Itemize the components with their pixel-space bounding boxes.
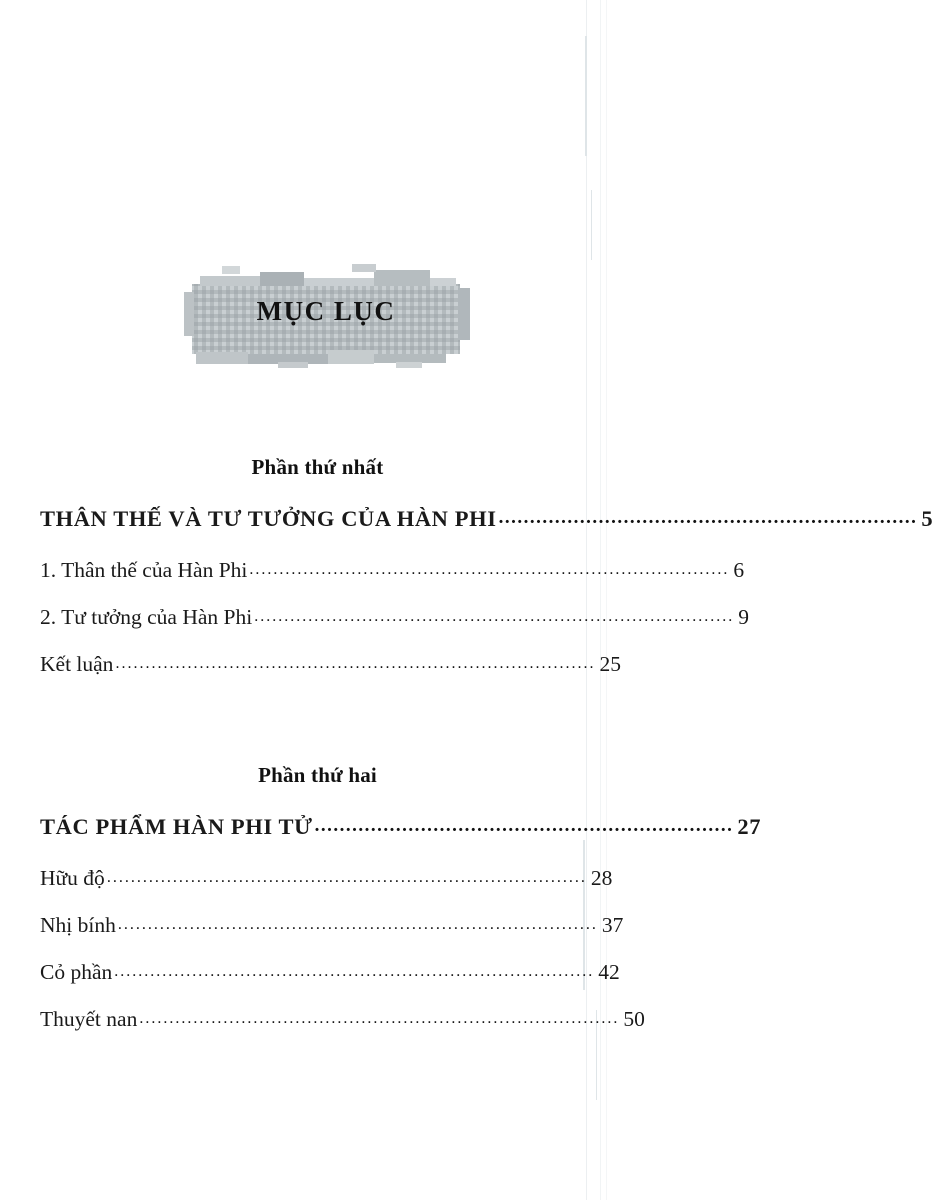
toc-entry-1-2[interactable] xyxy=(40,605,749,630)
toc-entry-text: Hữu độ xyxy=(40,866,105,890)
toc-entry-heading-one[interactable] xyxy=(40,506,933,532)
toc-entry-1-3[interactable] xyxy=(40,652,621,677)
toc-entry-1-1[interactable] xyxy=(40,558,745,583)
toc-leader-dots: ................................................................................ xyxy=(106,869,587,886)
toc-entry-page: 27 xyxy=(737,814,762,839)
toc-entry-text: 2. Tư tưởng của Hàn Phi xyxy=(40,605,253,629)
toc-entry-text: Kết luận xyxy=(40,652,114,676)
part-label-one: Phần thứ nhất xyxy=(251,455,384,479)
page-title: MỤC LỤC xyxy=(256,296,396,326)
toc-entry-text: Nhị bính xyxy=(40,913,116,937)
toc-entry-page: 5 xyxy=(921,506,933,531)
toc-entry-2-1[interactable] xyxy=(40,866,613,891)
toc-entry-text: Thuyết nan xyxy=(40,1007,138,1031)
page-edge-fleck xyxy=(591,190,592,260)
toc-leader-dots: ................................................................... xyxy=(314,815,734,836)
toc-leader-dots: ................................................................................ xyxy=(249,561,730,578)
toc-entry-page: 9 xyxy=(738,605,749,629)
toc-leader-dots: ................................................................................ xyxy=(117,916,598,933)
toc-entry-text: 1. Thân thế của Hàn Phi xyxy=(40,558,248,582)
part-label-two: Phần thứ hai xyxy=(258,763,377,787)
toc-leader-dots: ................................................................................ xyxy=(254,608,735,625)
toc-entry-2-3[interactable] xyxy=(40,960,620,985)
toc-leader-dots: ................................................................... xyxy=(498,507,918,528)
toc-entry-page: 50 xyxy=(623,1007,645,1031)
toc-entry-text: THÂN THẾ VÀ TƯ TƯỞNG CỦA HÀN PHI xyxy=(40,506,497,531)
title-banner xyxy=(182,262,470,372)
toc-entry-page: 25 xyxy=(599,652,621,676)
table-of-contents xyxy=(40,455,933,1054)
toc-entry-2-2[interactable] xyxy=(40,913,624,938)
toc-leader-dots: ................................................................................ xyxy=(139,1010,620,1027)
toc-leader-dots: ................................................................................ xyxy=(114,963,595,980)
toc-leader-dots: ................................................................................ xyxy=(115,655,596,672)
page-edge-fleck xyxy=(585,36,587,156)
toc-entry-page: 42 xyxy=(598,960,620,984)
toc-entry-text: TÁC PHẨM HÀN PHI TỬ xyxy=(40,814,313,839)
toc-entry-page: 37 xyxy=(601,913,624,937)
toc-entry-text: Cỏ phần xyxy=(40,960,113,984)
toc-entry-2-4[interactable] xyxy=(40,1007,645,1032)
toc-entry-heading-two[interactable] xyxy=(40,814,762,840)
toc-entry-page: 6 xyxy=(733,558,745,582)
toc-entry-page: 28 xyxy=(590,866,613,890)
